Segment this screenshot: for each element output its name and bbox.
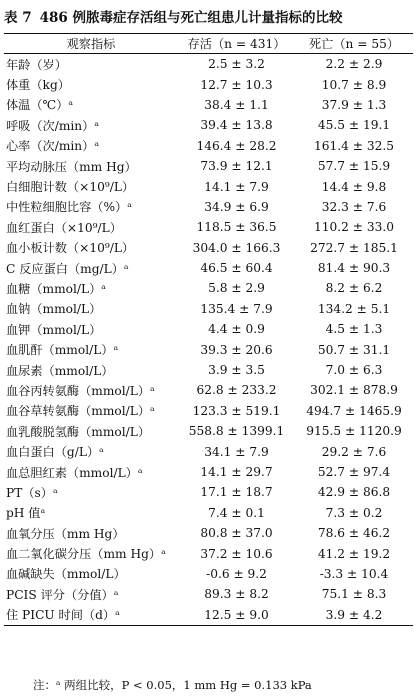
- row-indicator: 血二氧化碳分压（mm Hg）ᵃ: [6, 547, 166, 562]
- row-survived-value: 123.3 ± 519.1: [192, 403, 281, 418]
- table-row: [4, 564, 413, 584]
- row-indicator: PCIS 评分（分值）ᵃ: [6, 587, 119, 602]
- row-indicator: 白细胞计数（×10⁹/L）: [6, 180, 135, 195]
- row-died-value: 7.3 ± 0.2: [325, 505, 383, 520]
- row-indicator: 平均动脉压（mm Hg）: [6, 159, 137, 174]
- row-survived-value: 12.5 ± 9.0: [204, 607, 269, 622]
- table-row: [4, 238, 413, 258]
- table-title-text: 486 例脓毒症存活组与死亡组患儿计量指标的比较: [39, 10, 343, 26]
- table-number: 表 7: [4, 10, 32, 26]
- row-indicator: 体温（℃）ᵃ: [6, 98, 74, 113]
- table-row: [4, 95, 413, 115]
- row-died-value: 42.9 ± 86.8: [317, 485, 391, 500]
- row-died-value: 10.7 ± 8.9: [321, 77, 387, 92]
- table-row: [4, 482, 413, 502]
- row-died-value: 272.7 ± 185.1: [310, 240, 398, 255]
- row-died-value: 45.5 ± 19.1: [317, 118, 391, 133]
- table-row: [4, 156, 413, 176]
- row-indicator: 血谷丙转氨酶（mmol/L）ᵃ: [6, 383, 155, 398]
- row-survived-value: 558.8 ± 1399.1: [188, 424, 285, 439]
- row-survived-value: 39.3 ± 20.6: [200, 342, 273, 357]
- table-row: [4, 176, 413, 196]
- table-row: [4, 441, 413, 461]
- row-survived-value: 118.5 ± 36.5: [196, 220, 277, 235]
- row-died-value: 57.7 ± 15.9: [317, 159, 391, 174]
- table-row: [4, 339, 413, 359]
- row-died-value: 302.1 ± 878.9: [310, 383, 398, 398]
- row-survived-value: 4.4 ± 0.9: [208, 322, 265, 337]
- row-died-value: 50.7 ± 31.1: [317, 342, 391, 357]
- row-indicator: 心率（次/min）ᵃ: [6, 139, 100, 154]
- table-row: [4, 401, 413, 421]
- table-row: [4, 421, 413, 441]
- row-survived-value: 39.4 ± 13.8: [200, 118, 273, 133]
- row-died-value: 110.2 ± 33.0: [314, 220, 394, 235]
- row-survived-value: 62.8 ± 233.2: [196, 383, 277, 398]
- row-survived-value: 89.3 ± 8.2: [204, 587, 269, 602]
- row-died-value: 37.9 ± 1.3: [321, 97, 387, 112]
- row-indicator: 中性粒细胞比容（%）ᵃ: [6, 200, 132, 215]
- row-died-value: 78.6 ± 46.2: [317, 526, 391, 541]
- row-died-value: 52.7 ± 97.4: [317, 465, 391, 479]
- row-survived-value: 46.5 ± 60.4: [200, 261, 273, 276]
- row-indicator: 血白蛋白（g/L）ᵃ: [6, 445, 104, 460]
- row-survived-value: -0.6 ± 9.2: [206, 566, 267, 581]
- row-indicator: 血尿素（mmol/L）: [6, 363, 114, 378]
- row-indicator: 呼吸（次/min）ᵃ: [6, 118, 100, 133]
- row-indicator: 血氧分压（mm Hg）: [6, 526, 125, 541]
- row-indicator: 血小板计数（×10⁹/L）: [6, 241, 135, 256]
- row-indicator: 血乳酸脱氢酶（mmol/L）: [6, 424, 151, 439]
- row-survived-value: 304.0 ± 166.3: [192, 240, 281, 255]
- row-survived-value: 5.8 ± 2.9: [208, 281, 265, 296]
- table-row: [4, 605, 413, 626]
- row-died-value: 3.9 ± 4.2: [325, 607, 383, 622]
- row-survived-value: 12.7 ± 10.3: [200, 77, 273, 92]
- row-survived-value: 37.2 ± 10.6: [200, 546, 273, 561]
- row-survived-value: 2.5 ± 3.2: [208, 57, 265, 72]
- row-indicator: 血谷草转氨酶（mmol/L）ᵃ: [6, 404, 155, 419]
- row-survived-value: 14.1 ± 7.9: [204, 179, 269, 194]
- row-indicator: 血钾（mmol/L）: [6, 322, 102, 337]
- table-row: [4, 74, 413, 94]
- row-indicator: 血钠（mmol/L）: [6, 302, 102, 317]
- data-table: [4, 33, 413, 626]
- row-died-value: 2.2 ± 2.9: [325, 57, 383, 72]
- row-indicator: 体重（kg）: [6, 78, 70, 93]
- header-died: 死亡（n = 55）: [295, 34, 413, 54]
- row-died-value: 8.2 ± 6.2: [325, 281, 383, 296]
- row-died-value: 75.1 ± 8.3: [321, 587, 387, 602]
- table-row: [4, 278, 413, 298]
- table-footnote: 注：ᵃ 两组比较，P < 0.05，1 mm Hg = 0.133 kPa: [33, 678, 312, 692]
- row-survived-value: 7.4 ± 0.1: [208, 505, 265, 520]
- table-row: [4, 360, 413, 380]
- row-indicator: pH 值ᵃ: [6, 506, 46, 521]
- row-died-value: 7.0 ± 6.3: [325, 363, 383, 378]
- row-indicator: 血碱缺失（mmol/L）: [6, 567, 126, 582]
- row-survived-value: 14.1 ± 29.7: [200, 465, 273, 479]
- row-died-value: 29.2 ± 7.6: [321, 444, 387, 459]
- table-row: [4, 584, 413, 604]
- row-indicator: 血总胆红素（mmol/L）ᵃ: [6, 465, 143, 480]
- row-survived-value: 80.8 ± 37.0: [200, 526, 273, 541]
- table-row: [4, 523, 413, 543]
- row-indicator: 住 PICU 时间（d）ᵃ: [6, 608, 120, 623]
- row-died-value: 494.7 ± 1465.9: [306, 403, 402, 418]
- table-row: [4, 299, 413, 319]
- table-row: [4, 197, 413, 217]
- table-row: [4, 462, 413, 482]
- table-row: [4, 115, 413, 135]
- row-indicator: 血糖（mmol/L）ᵃ: [6, 281, 106, 296]
- row-indicator: 血肌酐（mmol/L）ᵃ: [6, 343, 119, 358]
- row-survived-value: 38.4 ± 1.1: [204, 97, 269, 112]
- row-indicator: 血红蛋白（×10⁹/L）: [6, 220, 122, 235]
- row-died-value: -3.3 ± 10.4: [319, 566, 389, 581]
- header-survived: 存活（n = 431）: [178, 34, 295, 54]
- row-indicator: C 反应蛋白（mg/L）ᵃ: [6, 261, 129, 276]
- table-row: [4, 503, 413, 523]
- table-row: [4, 543, 413, 563]
- header-row: [4, 34, 413, 54]
- table-row: [4, 319, 413, 339]
- row-survived-value: 17.1 ± 18.7: [200, 485, 273, 500]
- row-survived-value: 34.1 ± 7.9: [204, 444, 269, 459]
- table-row: [4, 136, 413, 156]
- row-survived-value: 3.9 ± 3.5: [208, 363, 265, 378]
- header-indicator: 观察指标: [4, 34, 178, 54]
- row-survived-value: 146.4 ± 28.2: [196, 138, 277, 153]
- row-indicator: 年龄（岁）: [6, 57, 67, 72]
- table-row: [4, 217, 413, 237]
- row-died-value: 161.4 ± 32.5: [314, 138, 394, 153]
- table-row: [4, 380, 413, 400]
- row-survived-value: 135.4 ± 7.9: [200, 301, 273, 316]
- row-survived-value: 73.9 ± 12.1: [200, 159, 273, 174]
- row-survived-value: 34.9 ± 6.9: [204, 199, 269, 214]
- table-title: [4, 6, 414, 26]
- row-died-value: 81.4 ± 90.3: [317, 261, 391, 276]
- row-died-value: 915.5 ± 1120.9: [306, 424, 402, 439]
- row-indicator: PT（s）ᵃ: [6, 485, 58, 500]
- row-died-value: 41.2 ± 19.2: [317, 546, 391, 561]
- row-died-value: 4.5 ± 1.3: [325, 322, 383, 337]
- row-died-value: 134.2 ± 5.1: [317, 301, 391, 316]
- table-row: [4, 258, 413, 278]
- row-died-value: 14.4 ± 9.8: [321, 179, 387, 194]
- table-row: [4, 54, 413, 75]
- row-died-value: 32.3 ± 7.6: [321, 199, 387, 214]
